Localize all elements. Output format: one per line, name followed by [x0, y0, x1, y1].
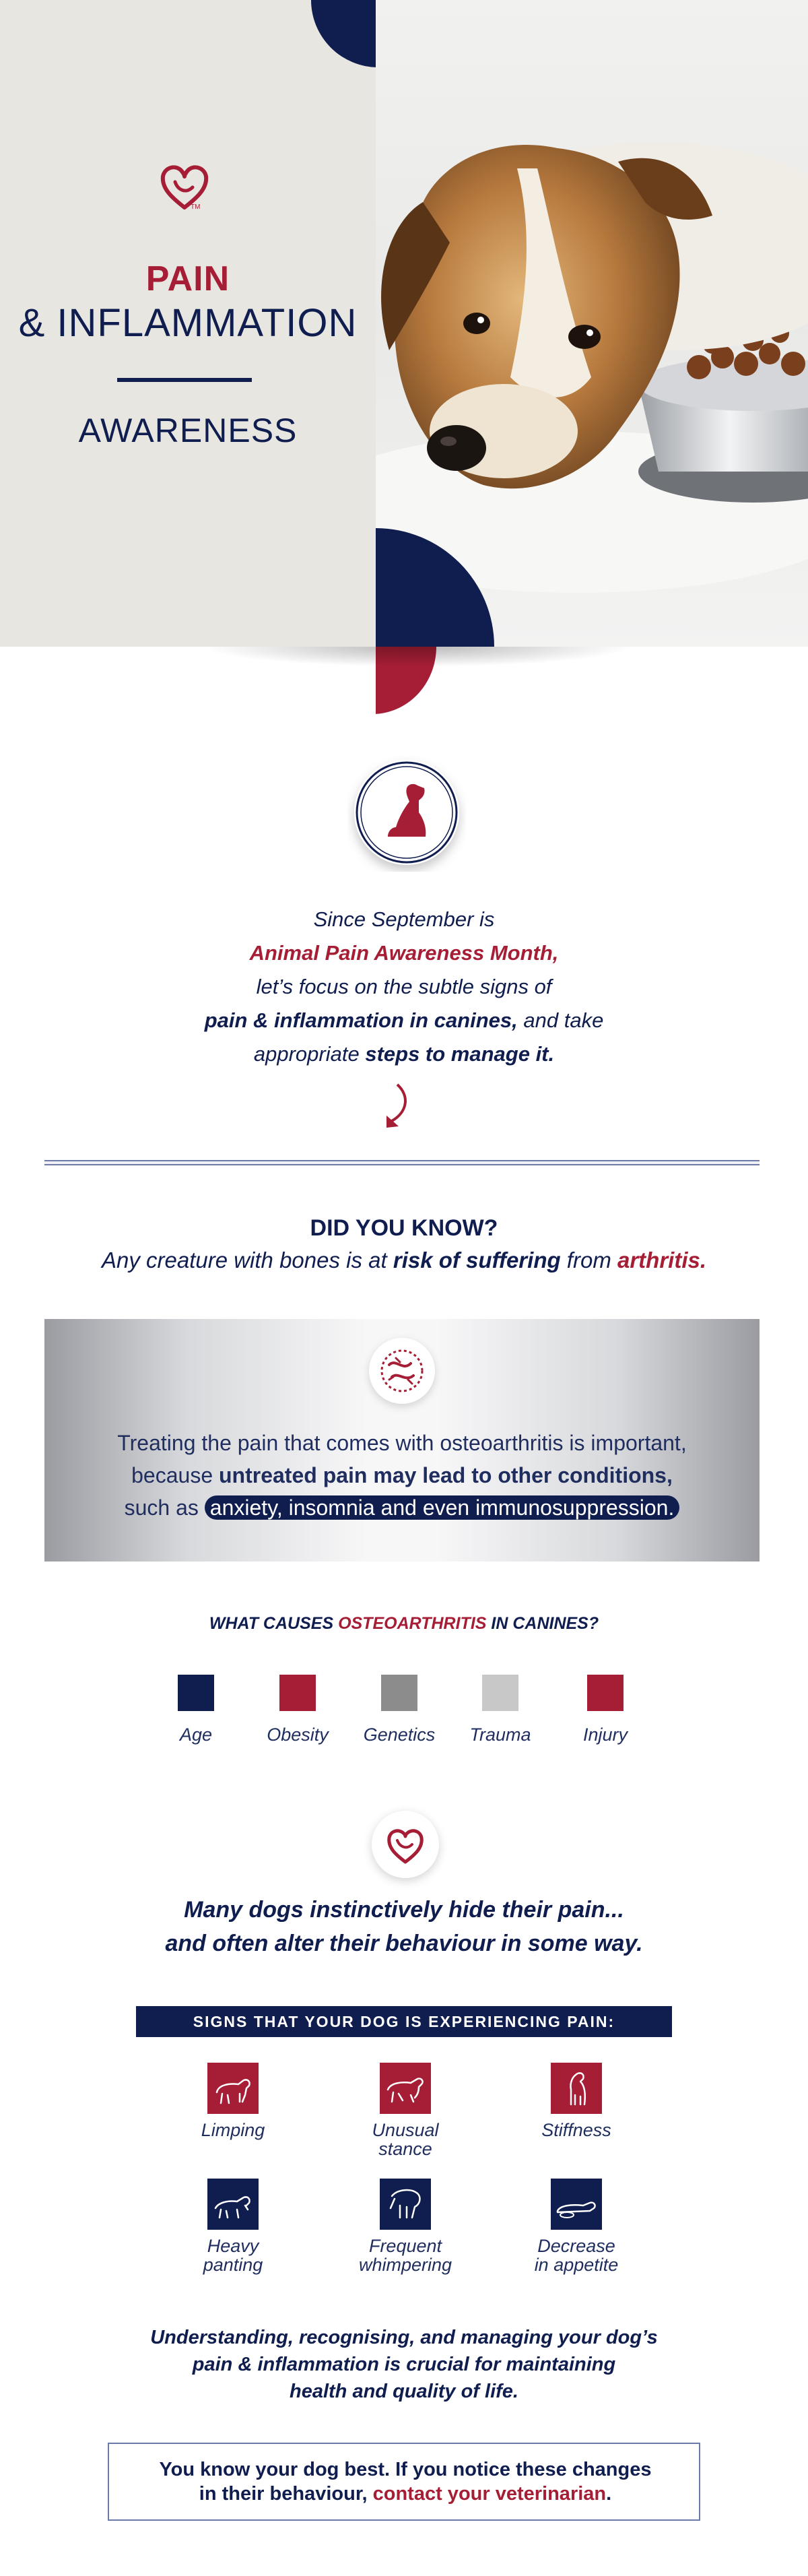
trademark-mark: TM — [191, 203, 201, 211]
cause-item — [450, 1675, 551, 1745]
cause-swatch — [587, 1675, 624, 1711]
sign-label: panting — [203, 2255, 263, 2275]
hero-title-pain: PAIN — [145, 259, 230, 298]
dyk-highlight: arthritis. — [617, 1248, 707, 1273]
sign-label: in appetite — [534, 2255, 619, 2275]
fact-text — [44, 1427, 760, 1524]
sign-item — [502, 2063, 650, 2139]
dyk-bold: risk of suffering — [393, 1248, 561, 1273]
lying-dog-icon — [551, 2179, 602, 2230]
osteoarthritis-fact-box — [44, 1319, 760, 1561]
whimpering-dog-icon — [380, 2179, 431, 2230]
cta-line: in their behaviour, — [199, 2483, 373, 2505]
sign-label: whimpering — [358, 2255, 452, 2275]
sign-label: Heavy — [207, 2236, 259, 2256]
causes-title-part: WHAT CAUSES — [209, 1614, 339, 1633]
cause-swatch — [178, 1675, 214, 1711]
cause-item — [247, 1675, 348, 1745]
limping-dog-icon — [207, 2063, 259, 2114]
cause-item — [349, 1675, 450, 1745]
unusual-stance-dog-icon — [380, 2063, 431, 2114]
cause-label: Trauma — [469, 1725, 531, 1745]
dyk-part: from — [560, 1248, 617, 1273]
sign-item — [502, 2179, 650, 2274]
sign-item — [331, 2179, 479, 2274]
closing-line: Understanding, recognising, and managing your dog’s — [150, 2327, 658, 2348]
hero-banner — [0, 0, 808, 647]
intro-line: let’s focus on the subtle signs of — [256, 975, 552, 998]
fact-line: such as — [124, 1495, 205, 1520]
cause-label: Injury — [582, 1725, 628, 1745]
cause-swatch — [381, 1675, 417, 1711]
cause-swatch — [482, 1675, 518, 1711]
hero-title-inflammation: & INFLAMMATION — [18, 301, 358, 345]
hero-divider — [117, 378, 252, 382]
navy-quarter-circle — [376, 528, 494, 647]
cause-label: Obesity — [267, 1725, 329, 1745]
intro-bold: pain & inflammation in canines, — [204, 1008, 518, 1032]
sign-label: stance — [378, 2139, 432, 2159]
contact-veterinarian-text: contact your veterinarian — [372, 2483, 607, 2505]
closing-line: health and quality of life. — [290, 2381, 518, 2402]
closing-text — [0, 2324, 808, 2405]
causes-title-highlight: OSTEOARTHRITIS — [338, 1614, 487, 1633]
closing-line: pain & inflammation is crucial for maintaining — [192, 2354, 616, 2375]
stiff-dog-icon — [551, 2063, 602, 2114]
sign-label: Limping — [201, 2120, 265, 2140]
hero-shadow — [202, 647, 633, 667]
cta-line: . — [606, 2483, 612, 2505]
sign-item — [159, 2063, 307, 2139]
hide-pain-text — [0, 1893, 808, 1960]
hide-pain-line: Many dogs instinctively hide their pain... — [184, 1897, 624, 1923]
sign-label: Unusual — [372, 2120, 439, 2140]
cause-label: Age — [179, 1725, 213, 1745]
cause-item — [145, 1675, 246, 1745]
sign-item — [159, 2179, 307, 2274]
did-you-know-title: DID YOU KNOW? — [310, 1215, 498, 1241]
joint-pain-icon — [369, 1338, 435, 1404]
intro-highlight: Animal Pain Awareness Month, — [249, 941, 559, 965]
sign-label: Frequent — [368, 2236, 442, 2256]
hide-pain-line: and often alter their behaviour in some way. — [165, 1931, 643, 1956]
heart-logo-icon — [159, 162, 210, 213]
cta-text — [109, 2457, 702, 2506]
fact-pill: anxiety, insomnia and even immunosuppression. — [205, 1495, 680, 1520]
causes-title-part: IN CANINES? — [486, 1614, 599, 1633]
cta-line: You know your dog best. If you notice these changes — [159, 2459, 652, 2480]
sign-label: Decrease — [537, 2236, 615, 2256]
sign-label: Stiffness — [541, 2120, 611, 2140]
intro-line: Since September is — [313, 907, 495, 931]
fact-line: because — [131, 1463, 219, 1487]
cause-label: Genetics — [363, 1725, 436, 1745]
dyk-part: Any creature with bones is at — [101, 1248, 393, 1273]
intro-text — [0, 903, 808, 1071]
did-you-know-subtitle — [0, 1248, 808, 1273]
curved-arrow-icon — [377, 1082, 417, 1136]
sitting-dog-badge-icon — [347, 753, 466, 872]
intro-bold: steps to manage it. — [365, 1042, 555, 1066]
hero-subtitle: AWARENESS — [78, 412, 298, 449]
intro-line: appropriate — [253, 1042, 366, 1066]
call-to-action-box — [108, 2443, 700, 2521]
heart-badge-icon — [372, 1811, 439, 1878]
intro-line: and take — [517, 1008, 604, 1032]
fact-line: Treating the pain that comes with osteoarthritis is important, — [117, 1431, 687, 1455]
causes-title — [0, 1614, 808, 1634]
cause-swatch — [279, 1675, 316, 1711]
sign-item — [331, 2063, 479, 2158]
cause-item — [555, 1675, 656, 1745]
signs-banner: SIGNS THAT YOUR DOG IS EXPERIENCING PAIN: — [136, 2006, 672, 2037]
navy-corner-shape — [311, 0, 376, 67]
panting-dog-icon — [207, 2179, 259, 2230]
fact-bold: untreated pain may lead to other conditions, — [219, 1463, 673, 1487]
section-divider — [44, 1160, 760, 1165]
